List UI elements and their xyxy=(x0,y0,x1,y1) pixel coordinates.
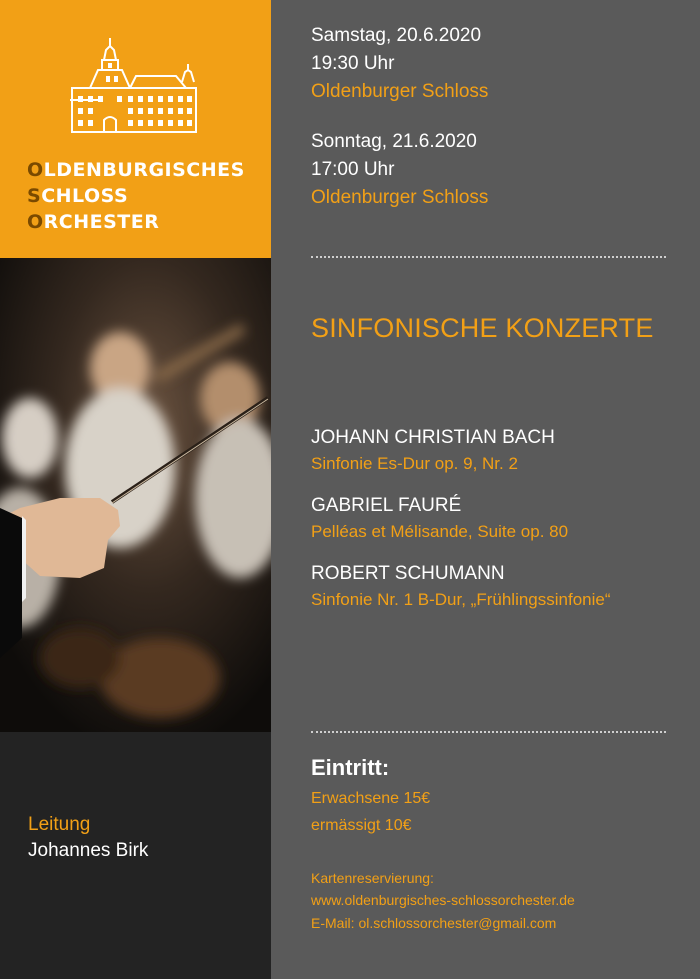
program-piece-2 xyxy=(311,493,568,545)
concert-venue: Oldenburger Schloss xyxy=(311,187,489,208)
composer-name: JOHANN CHRISTIAN BACH xyxy=(311,427,555,448)
orchestra-name-line-3: ORCHESTER xyxy=(27,211,160,233)
leitung-label: Leitung xyxy=(28,814,91,835)
left-column xyxy=(0,0,271,979)
concert-venue: Oldenburger Schloss xyxy=(311,81,489,102)
concert-date-2 xyxy=(311,128,488,212)
composer-name: ROBERT SCHUMANN xyxy=(311,563,505,584)
leitung-block xyxy=(28,812,148,864)
leitung-name: Johannes Birk xyxy=(28,840,149,861)
work-title: Sinfonie Es-Dur op. 9, Nr. 2 xyxy=(311,454,518,473)
composer-name: GABRIEL FAURÉ xyxy=(311,495,462,516)
concert-day: Sonntag, 21.6.2020 xyxy=(311,131,477,152)
price-reduced: ermässigt 10€ xyxy=(311,817,412,834)
right-column xyxy=(271,0,700,979)
conductor-photo xyxy=(0,258,271,732)
work-title: Pelléas et Mélisande, Suite op. 80 xyxy=(311,522,569,541)
orchestra-name-line-2: SCHLOSS xyxy=(27,185,129,207)
program-piece-1 xyxy=(311,425,555,477)
dotted-divider xyxy=(311,731,666,733)
admission-heading: Eintritt: xyxy=(311,755,390,780)
orchestra-name xyxy=(27,157,245,235)
concert-time: 17:00 Uhr xyxy=(311,159,395,180)
concert-time: 19:30 Uhr xyxy=(311,53,395,74)
reservation-label: Kartenreservierung: xyxy=(311,870,434,886)
logo-panel xyxy=(0,0,271,258)
reservation-email[interactable]: E-Mail: ol.schlossorchester@gmail.com xyxy=(311,915,557,931)
program-piece-3 xyxy=(311,561,611,613)
reservation-website[interactable]: www.oldenburgisches-schlossorchester.de xyxy=(311,892,575,908)
program-title: SINFONISCHE KONZERTE xyxy=(311,313,654,343)
price-adult: Erwachsene 15€ xyxy=(311,790,431,807)
dotted-divider xyxy=(311,256,666,258)
work-title: Sinfonie Nr. 1 B-Dur, „Frühlingssinfonie“ xyxy=(311,590,611,609)
castle-logo xyxy=(68,36,200,136)
orchestra-name-line-1: OLDENBURGISCHES xyxy=(27,159,245,181)
concert-date-1 xyxy=(311,22,488,106)
concert-day: Samstag, 20.6.2020 xyxy=(311,25,482,46)
